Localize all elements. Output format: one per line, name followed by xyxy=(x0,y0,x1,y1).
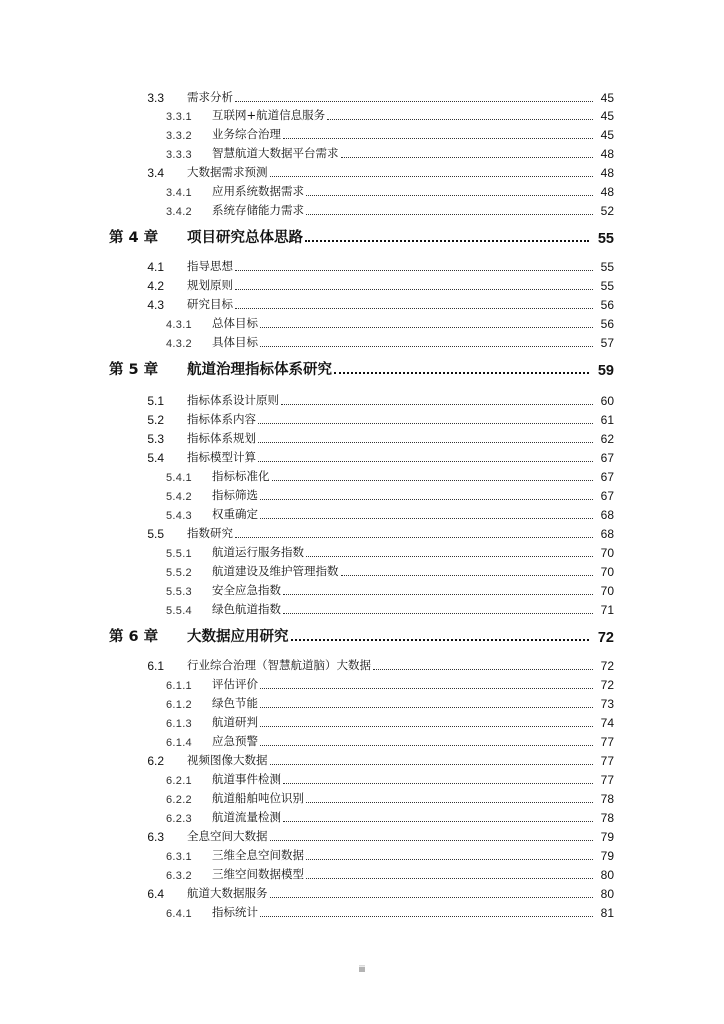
dot-leader xyxy=(341,575,594,576)
toc-entry-number: 5.2 xyxy=(147,413,164,427)
toc-page-number: 52 xyxy=(600,204,614,218)
toc-entry-row[interactable] xyxy=(0,655,724,673)
toc-entry-title-wrap xyxy=(212,676,595,692)
toc-page-number: 79 xyxy=(600,830,614,844)
toc-entry-row[interactable] xyxy=(0,542,724,560)
toc-page-number: 74 xyxy=(600,716,614,730)
toc-entry-title: 应急预警 xyxy=(212,734,258,748)
toc-entry-row[interactable] xyxy=(0,845,724,863)
toc-entry-title: 绿色航道指数 xyxy=(212,602,281,616)
toc-entry-row[interactable] xyxy=(0,428,724,446)
dot-leader xyxy=(270,897,594,898)
toc-page-number: 77 xyxy=(600,773,614,787)
toc-entry-number: 5.4.1 xyxy=(166,472,192,484)
dot-leader xyxy=(260,518,593,519)
toc-entry-title-wrap xyxy=(187,525,595,541)
dot-leader xyxy=(306,214,593,215)
toc-page-number: 73 xyxy=(600,697,614,711)
toc-entry-title: 航道研判 xyxy=(212,715,258,729)
toc-page-number: 70 xyxy=(600,584,614,598)
toc-entry-number: 6.1.3 xyxy=(166,718,192,730)
toc-page-number: 77 xyxy=(600,735,614,749)
toc-page-number: 67 xyxy=(600,451,614,465)
toc-page-number: 77 xyxy=(600,754,614,768)
toc-entry-number: 6.2.3 xyxy=(166,813,192,825)
toc-entry-title-wrap xyxy=(212,790,595,806)
toc-entry-row[interactable] xyxy=(0,826,724,844)
toc-entry-title-wrap xyxy=(212,107,595,123)
toc-entry-title-wrap xyxy=(187,449,595,465)
toc-entry-row[interactable] xyxy=(0,485,724,503)
dot-leader xyxy=(306,878,593,879)
toc-page-number: 62 xyxy=(600,432,614,446)
toc-entry-number: 5.1 xyxy=(147,394,164,408)
toc-entry-row[interactable] xyxy=(0,124,724,142)
toc-entry-title-wrap xyxy=(212,126,595,142)
toc-chapter-row[interactable] xyxy=(0,356,724,380)
toc-entry-title: 视频图像大数据 xyxy=(187,753,268,767)
dot-leader xyxy=(291,639,590,641)
dot-leader xyxy=(260,327,593,328)
toc-entry-title: 三维全息空间数据 xyxy=(212,848,304,862)
toc-entry-row[interactable] xyxy=(0,769,724,787)
toc-entry-number: 5.5.1 xyxy=(166,548,192,560)
toc-entry-number: 6.2.1 xyxy=(166,775,192,787)
toc-page-number: 67 xyxy=(600,489,614,503)
toc-entry-title-wrap xyxy=(212,733,595,749)
toc-entry-title-wrap xyxy=(187,358,591,379)
toc-entry-title-wrap xyxy=(212,183,595,199)
toc-entry-title-wrap xyxy=(212,601,595,617)
toc-entry-title-wrap xyxy=(212,771,595,787)
toc-entry-title: 航道事件检测 xyxy=(212,772,281,786)
toc-entry-title: 权重确定 xyxy=(212,507,258,521)
toc-entry-title: 航道治理指标体系研究 xyxy=(187,362,332,378)
toc-entry-row[interactable] xyxy=(0,599,724,617)
toc-page-number: 81 xyxy=(600,906,614,920)
toc-entry-number: 6.4.1 xyxy=(166,908,192,920)
toc-entry-title: 航道船舶吨位识别 xyxy=(212,791,304,805)
dot-leader xyxy=(283,783,593,784)
toc-entry-row[interactable] xyxy=(0,561,724,579)
dot-leader xyxy=(334,372,589,374)
dot-leader xyxy=(260,707,593,708)
toc-entry-row[interactable] xyxy=(0,143,724,161)
toc-entry-title: 航道建设及维护管理指数 xyxy=(212,564,339,578)
toc-entry-number: 3.3 xyxy=(147,91,164,105)
toc-page-number: 78 xyxy=(600,792,614,806)
toc-entry-number: 3.3.2 xyxy=(166,130,192,142)
toc-entry-title-wrap xyxy=(187,258,595,274)
toc-entry-title-wrap xyxy=(187,885,595,901)
toc-page-number: 70 xyxy=(600,565,614,579)
toc-entry-row[interactable] xyxy=(0,902,724,920)
dot-leader xyxy=(235,308,593,309)
dot-leader xyxy=(258,442,593,443)
toc-entry-row[interactable] xyxy=(0,181,724,199)
dot-leader xyxy=(258,461,593,462)
toc-entry-title: 业务综合治理 xyxy=(212,127,281,141)
toc-entry-title: 指标标准化 xyxy=(212,469,270,483)
toc-entry-number: 6.3.1 xyxy=(166,851,192,863)
toc-entry-title: 指标体系设计原则 xyxy=(187,393,279,407)
toc-page-number: 70 xyxy=(600,546,614,560)
toc-entry-row[interactable] xyxy=(0,313,724,331)
toc-entry-title-wrap xyxy=(212,544,595,560)
toc-entry-row[interactable] xyxy=(0,788,724,806)
toc-entry-row[interactable] xyxy=(0,390,724,408)
toc-entry-title: 研究目标 xyxy=(187,297,233,311)
toc-entry-title-wrap xyxy=(212,866,595,882)
toc-entry-title: 具体目标 xyxy=(212,335,258,349)
toc-entry-number: 4.2 xyxy=(147,279,164,293)
toc-entry-title-wrap xyxy=(212,904,595,920)
toc-entry-title: 指标模型计算 xyxy=(187,450,256,464)
toc-entry-title-wrap xyxy=(187,752,595,768)
toc-entry-row[interactable] xyxy=(0,807,724,825)
dot-leader xyxy=(235,289,593,290)
toc-entry-title-wrap xyxy=(212,809,595,825)
toc-entry-title-wrap xyxy=(187,296,595,312)
dot-leader xyxy=(260,499,593,500)
toc-entry-number: 5.5.3 xyxy=(166,586,192,598)
toc-entry-title: 应用系统数据需求 xyxy=(212,184,304,198)
toc-entry-title: 大数据需求预测 xyxy=(187,165,268,179)
toc-page-number: 72 xyxy=(600,678,614,692)
toc-page-number: 55 xyxy=(600,279,614,293)
toc-entry-title: 项目研究总体思路 xyxy=(187,230,303,246)
toc-entry-row[interactable] xyxy=(0,523,724,541)
toc-chapter-row[interactable] xyxy=(0,623,724,647)
toc-page-number: 60 xyxy=(600,394,614,408)
toc-entry-row[interactable] xyxy=(0,712,724,730)
toc-entry-title-wrap xyxy=(187,392,595,408)
toc-entry-title-wrap xyxy=(187,226,591,247)
toc-entry-row[interactable] xyxy=(0,504,724,522)
toc-page-number: 56 xyxy=(600,317,614,331)
toc-page-number: 48 xyxy=(600,147,614,161)
toc-entry-number: 5.5.4 xyxy=(166,605,192,617)
toc-entry-number: 3.4 xyxy=(147,166,164,180)
dot-leader xyxy=(260,688,593,689)
toc-entry-number: 5.4.2 xyxy=(166,491,192,503)
toc-entry-title-wrap xyxy=(212,315,595,331)
dot-leader xyxy=(260,726,593,727)
toc-entry-row[interactable] xyxy=(0,294,724,312)
dot-leader xyxy=(373,669,593,670)
toc-entry-title: 三维空间数据模型 xyxy=(212,867,304,881)
toc-entry-row[interactable] xyxy=(0,200,724,218)
toc-entry-title-wrap xyxy=(187,277,595,293)
toc-entry-row[interactable] xyxy=(0,864,724,882)
dot-leader xyxy=(281,404,593,405)
toc-entry-number: 6.3 xyxy=(147,830,164,844)
toc-page-number: 68 xyxy=(600,508,614,522)
toc-entry-title-wrap xyxy=(187,164,595,180)
dot-leader xyxy=(258,423,593,424)
toc-entry-title: 指标体系规划 xyxy=(187,431,256,445)
dot-leader xyxy=(235,101,593,102)
toc-entry-number: 3.3.1 xyxy=(166,111,192,123)
dot-leader xyxy=(270,176,594,177)
toc-entry-title-wrap xyxy=(187,625,591,646)
toc-entry-row[interactable] xyxy=(0,87,724,105)
toc-entry-number: 5.4.3 xyxy=(166,510,192,522)
toc-entry-title: 指数研究 xyxy=(187,526,233,540)
toc-entry-title: 航道流量检测 xyxy=(212,810,281,824)
toc-page-number: 59 xyxy=(597,363,614,379)
toc-entry-title: 航道运行服务指数 xyxy=(212,545,304,559)
toc-entry-row[interactable] xyxy=(0,256,724,274)
toc-entry-title: 全息空间大数据 xyxy=(187,829,268,843)
toc-entry-title-wrap xyxy=(212,563,595,579)
toc-entry-number: 6.2.2 xyxy=(166,794,192,806)
toc-entry-number: 6.1 xyxy=(147,659,164,673)
toc-entry-title: 系统存储能力需求 xyxy=(212,203,304,217)
toc-page-number: 45 xyxy=(600,109,614,123)
dot-leader xyxy=(306,556,593,557)
toc-entry-number: 3.4.1 xyxy=(166,187,192,199)
toc-entry-row[interactable] xyxy=(0,883,724,901)
toc-entry-title: 行业综合治理（智慧航道脑）大数据 xyxy=(187,658,371,672)
dot-leader xyxy=(260,745,593,746)
toc-entry-number: 4.3.2 xyxy=(166,338,192,350)
page-number-footer: iii xyxy=(359,964,365,974)
toc-entry-row[interactable] xyxy=(0,750,724,768)
toc-entry-row[interactable] xyxy=(0,409,724,427)
toc-entry-title: 智慧航道大数据平台需求 xyxy=(212,146,339,160)
toc-entry-number: 6.2 xyxy=(147,754,164,768)
toc-entry-number: 5.5 xyxy=(147,527,164,541)
toc-entry-title: 安全应急指数 xyxy=(212,583,281,597)
dot-leader xyxy=(272,480,594,481)
dot-leader xyxy=(341,157,594,158)
dot-leader xyxy=(283,821,593,822)
toc-entry-row[interactable] xyxy=(0,693,724,711)
toc-chapter-row[interactable] xyxy=(0,224,724,248)
dot-leader xyxy=(306,195,593,196)
toc-entry-title-wrap xyxy=(212,145,595,161)
toc-entry-number: 6.1.2 xyxy=(166,699,192,711)
toc-entry-number: 5.3 xyxy=(147,432,164,446)
toc-entry-row[interactable] xyxy=(0,580,724,598)
toc-entry-number: 3.4.2 xyxy=(166,206,192,218)
toc-page-number: 61 xyxy=(600,413,614,427)
toc-entry-title-wrap xyxy=(212,202,595,218)
toc-entry-title-wrap xyxy=(212,847,595,863)
toc-entry-title: 需求分析 xyxy=(187,90,233,104)
toc-page-number: 72 xyxy=(600,659,614,673)
toc-entry-row[interactable] xyxy=(0,674,724,692)
toc-page-number: 48 xyxy=(600,166,614,180)
toc-entry-title-wrap xyxy=(187,89,595,105)
dot-leader xyxy=(260,346,593,347)
dot-leader xyxy=(283,138,593,139)
toc-page-number: 45 xyxy=(600,128,614,142)
dot-leader xyxy=(283,594,593,595)
toc-entry-title: 评估评价 xyxy=(212,677,258,691)
toc-entry-title-wrap xyxy=(187,430,595,446)
toc-entry-title-wrap xyxy=(212,695,595,711)
toc-entry-number: 4.1 xyxy=(147,260,164,274)
toc-entry-number: 5.5.2 xyxy=(166,567,192,579)
dot-leader xyxy=(283,613,593,614)
toc-entry-number: 第 4 章 xyxy=(109,230,159,246)
toc-entry-title-wrap xyxy=(212,334,595,350)
toc-entry-row[interactable] xyxy=(0,447,724,465)
toc-page-number: 68 xyxy=(600,527,614,541)
toc-entry-title: 总体目标 xyxy=(212,316,258,330)
dot-leader xyxy=(270,840,594,841)
toc-entry-number: 6.3.2 xyxy=(166,870,192,882)
dot-leader xyxy=(306,859,593,860)
toc-entry-number: 4.3.1 xyxy=(166,319,192,331)
toc-entry-title-wrap xyxy=(212,582,595,598)
toc-entry-number: 3.3.3 xyxy=(166,149,192,161)
toc-entry-row[interactable] xyxy=(0,275,724,293)
dot-leader xyxy=(235,537,593,538)
toc-entry-title: 指标统计 xyxy=(212,905,258,919)
toc-page-number: 71 xyxy=(600,603,614,617)
toc-entry-title: 互联网+航道信息服务 xyxy=(212,108,326,122)
toc-page-number: 55 xyxy=(597,231,614,247)
dot-leader xyxy=(327,119,593,120)
toc-entry-row[interactable] xyxy=(0,466,724,484)
toc-page-number: 56 xyxy=(600,298,614,312)
toc-entry-title-wrap xyxy=(187,828,595,844)
toc-entry-title: 指标体系内容 xyxy=(187,412,256,426)
toc-page-number: 67 xyxy=(600,470,614,484)
toc-entry-title: 指标筛选 xyxy=(212,488,258,502)
toc-page-number: 48 xyxy=(600,185,614,199)
dot-leader xyxy=(305,240,589,242)
toc-entry-title: 绿色节能 xyxy=(212,696,258,710)
dot-leader xyxy=(306,802,593,803)
toc-entry-title-wrap xyxy=(212,487,595,503)
toc-entry-number: 6.4 xyxy=(147,887,164,901)
dot-leader xyxy=(260,916,593,917)
toc-entry-number: 5.4 xyxy=(147,451,164,465)
dot-leader xyxy=(235,270,593,271)
toc-entry-number: 6.1.4 xyxy=(166,737,192,749)
toc-entry-title: 指导思想 xyxy=(187,259,233,273)
toc-page-number: 78 xyxy=(600,811,614,825)
toc-entry-number: 第 5 章 xyxy=(109,362,159,378)
dot-leader xyxy=(270,764,594,765)
toc-entry-title-wrap xyxy=(212,506,595,522)
toc-entry-row[interactable] xyxy=(0,105,724,123)
toc-page-number: 80 xyxy=(600,868,614,882)
toc-page-number: 80 xyxy=(600,887,614,901)
toc-page-number: 55 xyxy=(600,260,614,274)
toc-entry-title-wrap xyxy=(187,657,595,673)
toc-page-number: 72 xyxy=(597,630,614,646)
toc-page-number: 79 xyxy=(600,849,614,863)
toc-entry-number: 第 6 章 xyxy=(109,629,159,645)
toc-entry-row[interactable] xyxy=(0,162,724,180)
toc-entry-title-wrap xyxy=(212,714,595,730)
toc-entry-title-wrap xyxy=(187,411,595,427)
toc-page-number: 45 xyxy=(600,91,614,105)
toc-entry-row[interactable] xyxy=(0,332,724,350)
toc-entry-title-wrap xyxy=(212,468,595,484)
toc-page-number: 57 xyxy=(600,336,614,350)
toc-entry-title: 大数据应用研究 xyxy=(187,629,289,645)
toc-entry-row[interactable] xyxy=(0,731,724,749)
toc-entry-title: 航道大数据服务 xyxy=(187,886,268,900)
toc-entry-title: 规划原则 xyxy=(187,278,233,292)
toc-entry-number: 6.1.1 xyxy=(166,680,192,692)
toc-entry-number: 4.3 xyxy=(147,298,164,312)
